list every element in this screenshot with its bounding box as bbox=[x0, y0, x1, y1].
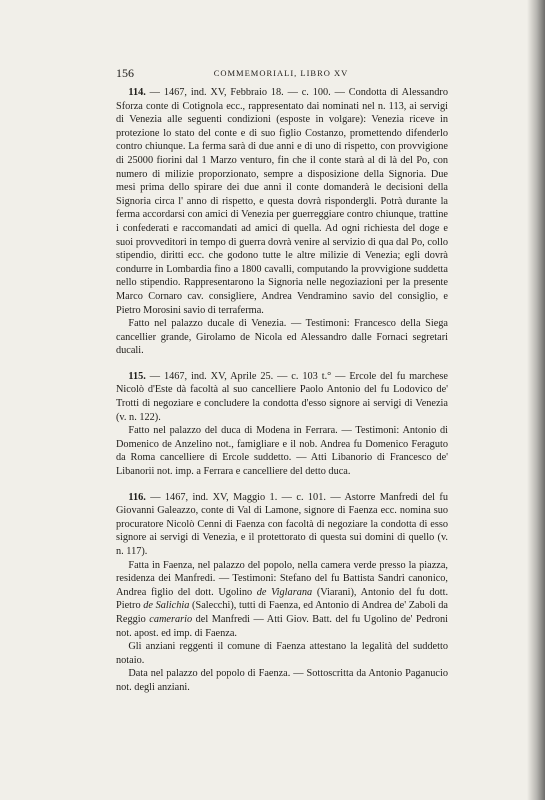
entry-116-p2: Fatta in Faenza, nel palazzo del popolo, nella camera verde presso la piazza, residenza dei Manfredi. — Testimoni: Stefano del fu Battista Sandri canonico, Andrea figlio del dott. Ugolino de Viglarana (Viarani), Antonio del fu dott. Pietro de Salichia (Salecchi), tutti di Faenza, ed Antonio di Andrea de' Zaboli da Reggio camerario del Manfredi — Atti Giov. Batt. del fu Ugolino de' Pedroni not. apost. ed imp. di Faenza. bbox=[116, 559, 449, 639]
entry-number: 115. bbox=[128, 370, 146, 382]
page-edge-shadow bbox=[527, 0, 545, 800]
entry-115-p2: Fatto nel palazzo del duca di Modena in Ferrara. — Testimoni: Antonio di Domenico de Anzelino not., famigliare e il nob. Andrea fu Domenico Feraguto da Roma cancelliere di Ercole suddetto. — Atti Libanorio di Francesco de' Libanorii not. imp. a Ferrara e cancelliere del detto duca. bbox=[116, 425, 448, 478]
entry-114-p1: 114. — 1467, ind. XV, Febbraio 18. — c. 100. — Condotta di Alessandro Sforza conte di Cotignola ecc., rappresentato dai nominati nel n. 113, ai servigi di Venezia alle seguenti condizioni (esposte in volgare): Venezia riceve in protezione lo stato del conte e di suo figlio Costanzo, promettendo difenderlo contro chiunque. La ferma sarà di due anni e di uno di rispetto, con provvigione di 25000 fiorini dal 1 Marzo venturo, fin che il conte starà al di là del Po, con numero di milizie proporzionato, sempre a disposizione della Signoria. Due mesi prima dello spirare dei due anni il conte domanderà le decisioni della Signoria circa l' anno di rispetto, e questa dovrà rispondergli. Potrà durante la ferma accordarsi con amici di Venezia per guerreggiare contro chiunque, trattine i confederati e raccomandati ad amici di quella. Ad ogni richiesta del doge e suoi provveditori in tempo di guerra dovrà venire al servizio di qua dal Po, collo stipendio, diritti ecc. che godono tutte le altre milizie di Venezia; egli dovrà condurre in Lombardia fino a 1800 cavalli, computando la provvigione suddetta nello stipendio. Rappresentarono la Signoria nelle negoziazioni per la presente Marco Cornaro cav. consigliere, Andrea Vendramino savio del consiglio, e Pietro Morosini savio di terraferma. bbox=[116, 87, 448, 316]
entry-number: 114. bbox=[128, 87, 146, 98]
body-text bbox=[116, 86, 448, 695]
entry-114-p2: Fatto nel palazzo ducale di Venezia. — Testimoni: Francesco della Siega cancellier grande, Girolamo de Nicola ed Alessandro dalle Fornaci segretari ducali. bbox=[116, 318, 448, 357]
page-number: 156 bbox=[116, 66, 134, 80]
entry-116-p3: Gli anziani reggenti il comune di Faenza attestano la legalità del suddetto notaio. bbox=[116, 641, 448, 666]
entry-number: 116. bbox=[128, 491, 146, 503]
entry-116-p1: 116. — 1467, ind. XV, Maggio 1. — c. 101. — Astorre Manfredi del fu Giovanni Galeazzo, conte di Val di Lamone, signore di Faenza ecc. nomina suo procuratore Nicolò Cenni di Faenza con facoltà di negoziare la condotta di esso signore ai servigi di Venezia, e il protettorato di questa sui domini di quello (v. n. 117). bbox=[116, 491, 448, 557]
running-head bbox=[116, 66, 446, 82]
entry-116-p4: Data nel palazzo del popolo di Faenza. — Sottoscritta da Antonio Paganucio not. degli anziani. bbox=[116, 668, 448, 693]
running-title: COMMEMORIALI, LIBRO XV bbox=[213, 68, 349, 78]
entry-115-p1: 115. — 1467, ind. XV, Aprile 25. — c. 103 t.° — Ercole del fu marchese Nicolò d'Este dà facoltà al suo cancelliere Paolo Antonio del fu Lodovico de' Trotti di negoziare e concludere la condotta d'esso signore ai servigi di Venezia (v. n. 122). bbox=[116, 370, 448, 423]
